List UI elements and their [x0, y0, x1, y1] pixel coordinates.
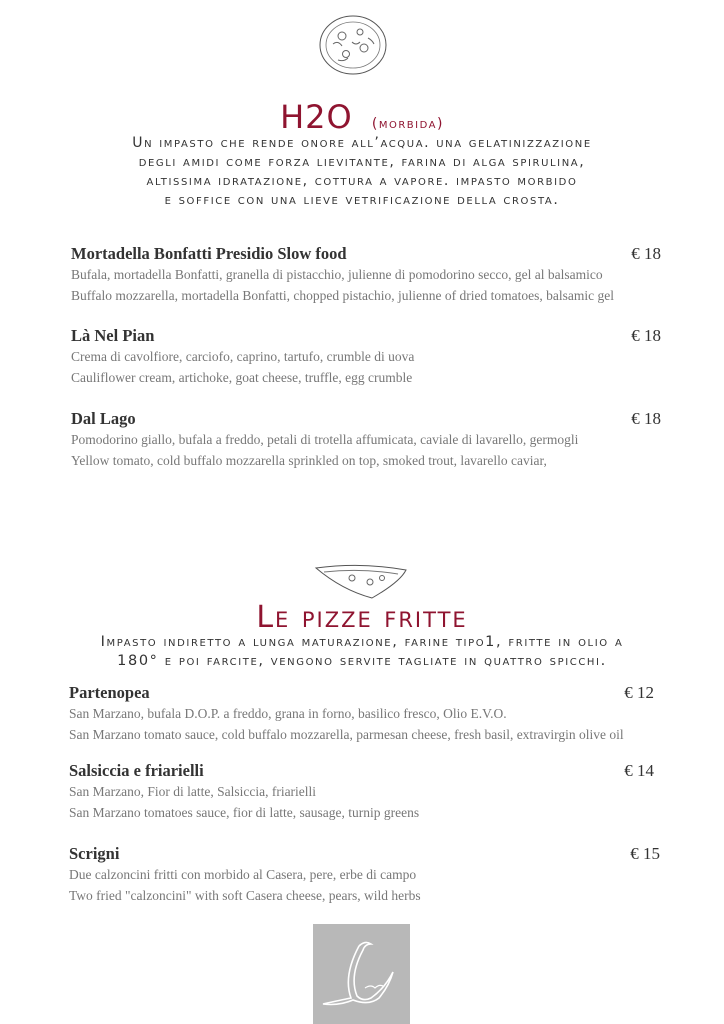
item-description-it: Due calzoncini fritti con morbido al Casera, pere, erbe di campo	[69, 867, 417, 882]
item-price: € 18	[631, 244, 661, 263]
item-description-it: Crema di cavolfiore, carciofo, caprino, tartufo, crumble di uova	[71, 349, 415, 364]
pizza-illustration-icon	[318, 14, 388, 76]
section-subtitle: (morbida)	[371, 116, 444, 132]
item-name: Partenopea	[69, 683, 150, 702]
item-description-it: San Marzano, Fior di latte, Salsiccia, friarielli	[69, 784, 317, 799]
item-description-en: San Marzano tomatoes sauce, fior di latte, sausage, turnip greens	[69, 805, 420, 820]
menu-item	[69, 683, 654, 745]
item-name: Là Nel Pian	[71, 326, 155, 345]
item-price: € 12	[624, 683, 654, 702]
item-name: Salsiccia e friarielli	[69, 761, 204, 780]
item-description-it: Pomodorino giallo, bufala a freddo, petali di trotella affumicata, caviale di lavarello, germogli	[71, 432, 579, 447]
item-description-en: Cauliflower cream, artichoke, goat cheese, truffle, egg crumble	[71, 370, 413, 385]
section-intro-h2o	[40, 134, 684, 210]
item-price: € 15	[630, 844, 660, 863]
intro-line: degli amidi come forza lievitante, farina di alga spirulina,	[138, 154, 586, 170]
item-description-en: Two fried "calzoncini" with soft Casera cheese, pears, wild herbs	[69, 888, 421, 903]
item-name: Dal Lago	[71, 409, 136, 428]
section-intro-fritte	[30, 633, 694, 671]
section-title-text: H2O	[280, 98, 353, 136]
menu-item	[69, 844, 660, 906]
swan-logo	[313, 924, 410, 1024]
item-description-en: Buffalo mozzarella, mortadella Bonfatti, chopped pistachio, julienne of dried tomatoes, balsamic gel	[71, 288, 614, 303]
menu-item	[69, 761, 654, 823]
item-price: € 18	[631, 326, 661, 345]
item-description-it: San Marzano, bufala D.O.P. a freddo, grana in forno, basilico fresco, Olio E.V.O.	[69, 706, 507, 721]
section-title-fritte: Le pizze fritte	[256, 600, 468, 635]
section-title-h2o	[0, 98, 724, 136]
item-name: Mortadella Bonfatti Presidio Slow food	[71, 244, 347, 263]
swan-logo-icon	[313, 924, 410, 1024]
item-name: Scrigni	[69, 844, 120, 863]
item-description-en: Yellow tomato, cold buffalo mozzarella sprinkled on top, smoked trout, lavarello caviar,	[71, 453, 547, 468]
item-price: € 18	[631, 409, 661, 428]
intro-line: Un impasto che rende onore all’acqua. una gelatinizzazione	[132, 135, 592, 151]
item-description-en: San Marzano tomato sauce, cold buffalo mozzarella, parmesan cheese, fresh basil, extravirgin olive oil	[69, 727, 624, 742]
menu-item	[71, 326, 661, 388]
pizza-slice-illustration-icon	[312, 560, 412, 604]
item-price: € 14	[624, 761, 654, 780]
menu-item	[71, 409, 661, 471]
intro-line: 180° e poi farcite, vengono servite tagliate in quattro spicchi.	[117, 653, 607, 669]
intro-line: Impasto indiretto a lunga maturazione, farine tipo1, fritte in olio a	[100, 634, 624, 650]
intro-line: altissima idratazione, cottura a vapore. impasto morbido	[146, 173, 578, 189]
intro-line: e soffice con una lieve vetrificazione della crosta.	[164, 192, 560, 208]
item-description-it: Bufala, mortadella Bonfatti, granella di pistacchio, julienne di pomodorino secco, gel al balsamico	[71, 267, 603, 282]
menu-item	[71, 244, 661, 306]
